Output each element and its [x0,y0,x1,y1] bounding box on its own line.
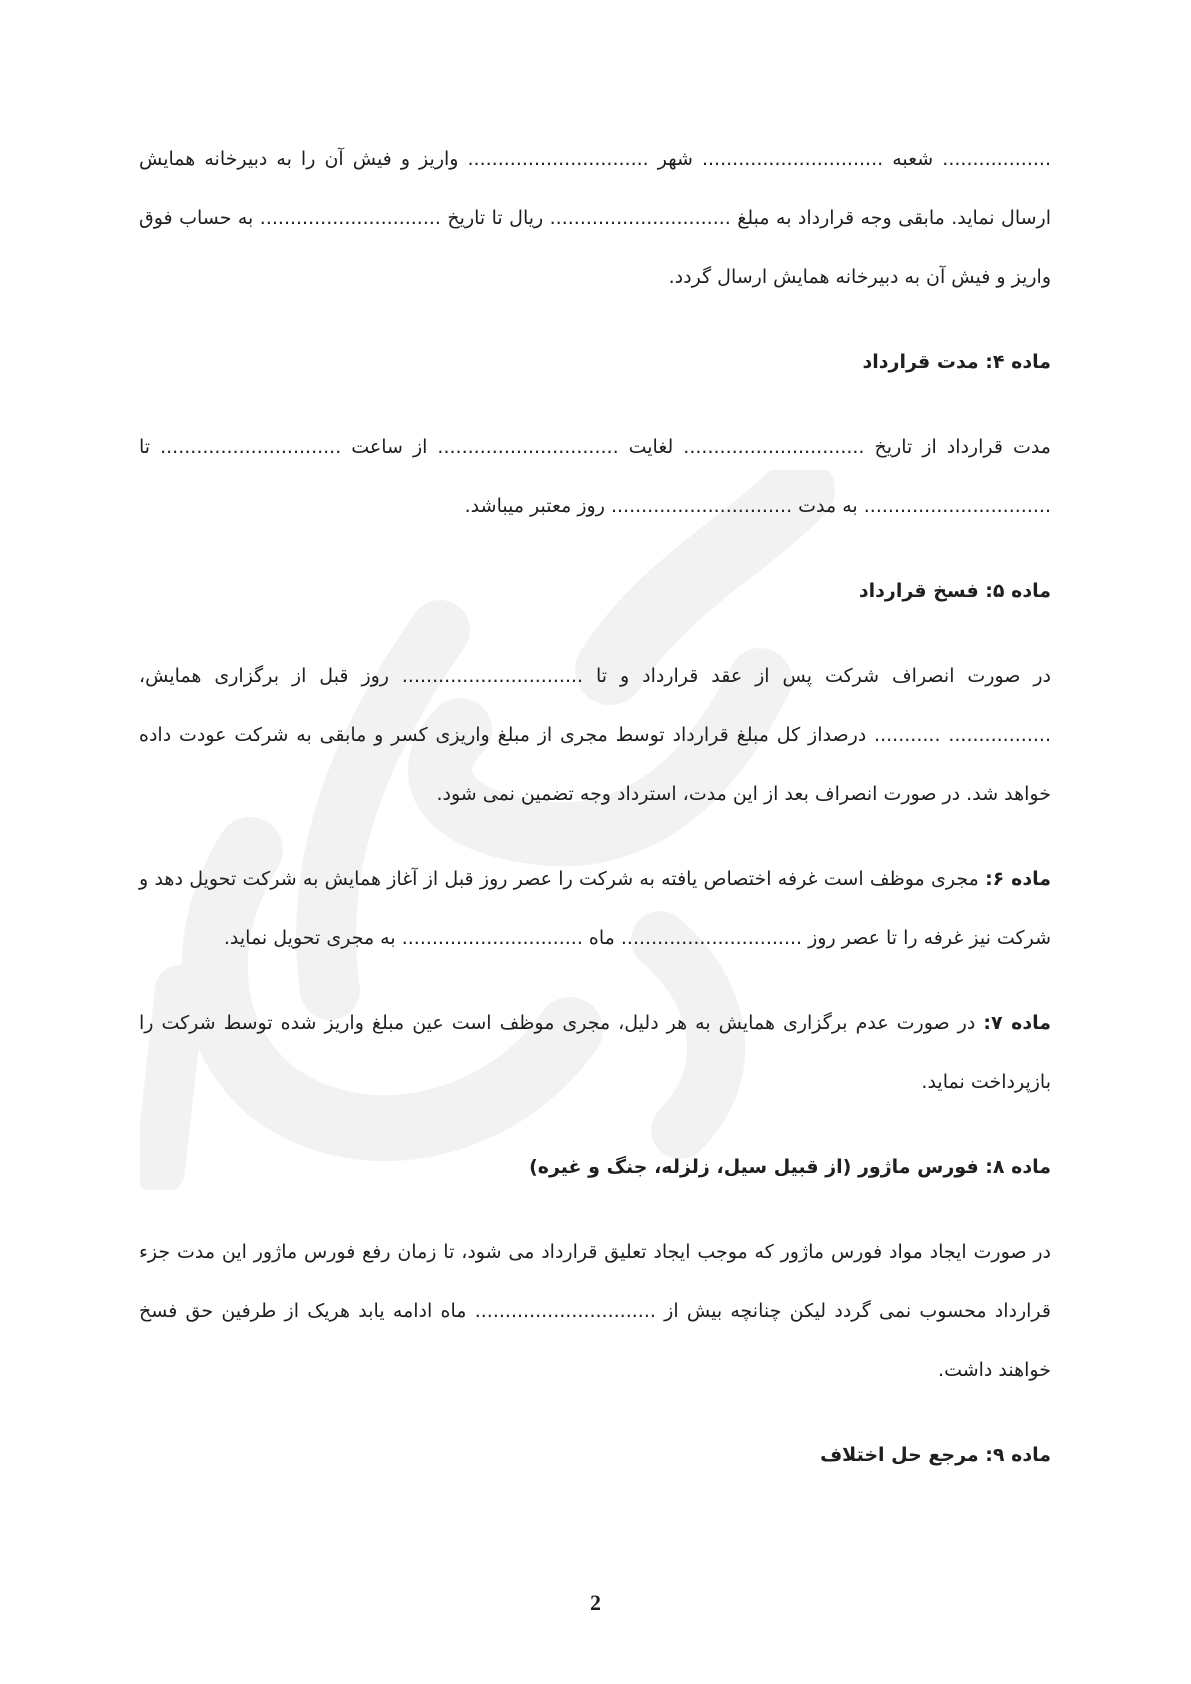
article-6-body: مجری موظف است غرفه اختصاص یافته به شرکت را عصر روز قبل از آغاز همایش به شرکت تحویل دهد و شرکت نیز غرفه را تا عصر روز .............................. ماه .............................. به مجری تحویل نماید. [139,868,1051,949]
article-6-label: ماده ۶: [985,868,1052,890]
page-number: 2 [590,1590,601,1615]
article-9-heading: ماده ۹: مرجع حل اختلاف [820,1444,1051,1466]
article-5-body: در صورت انصراف شرکت پس از عقد قرارداد و تا .............................. روز قبل از برگزاری همایش، ................. ........... درصداز کل مبلغ قرارداد توسط مجری از مبلغ واریزی کسر و مابقی به شرکت عودت داده خواهد شد. در صورت انصراف بعد از این مدت، استرداد وجه تضمین نمی شود. [139,665,1051,805]
payment-paragraph: .................. شعبه .............................. شهر .............................. واریز و فیش آن را به دبیرخانه همایش ارسال نماید. مابقی وجه قرارداد به مبلغ .............................. ریال تا تاریخ .............................. به حساب فوق واریز و فیش آن به دبیرخانه همایش ارسال گردد. [139,148,1051,288]
article-7-body: در صورت عدم برگزاری همایش به هر دلیل، مجری موظف است عین مبلغ واریز شده توسط شرکت را بازپرداخت نماید. [139,1012,1051,1093]
article-7-label: ماده ۷: [983,1012,1051,1034]
article-5-heading: ماده ۵: فسخ قرارداد [858,580,1051,602]
article-8-body: در صورت ایجاد مواد فورس ماژور که موجب ایجاد تعلیق قرارداد می شود، تا زمان رفع فورس ماژور این مدت جزء قرارداد محسوب نمی گردد لیکن چنانچه بیش از .............................. ماه ادامه یابد هریک از طرفین حق فسخ خواهند داشت. [139,1241,1051,1381]
article-4-heading: ماده ۴: مدت قرارداد [862,351,1051,373]
contract-body [139,130,1051,1485]
article-7 [139,994,1051,1112]
article-8-heading: ماده ۸: فورس ماژور (از قبیل سیل، زلزله، جنگ و غیره) [529,1156,1051,1178]
article-6 [139,850,1051,968]
article-4-body: مدت قرارداد از تاریخ .............................. لغایت .............................. از ساعت .............................. تا ............................... به مدت .............................. روز معتبر میباشد. [139,436,1051,517]
